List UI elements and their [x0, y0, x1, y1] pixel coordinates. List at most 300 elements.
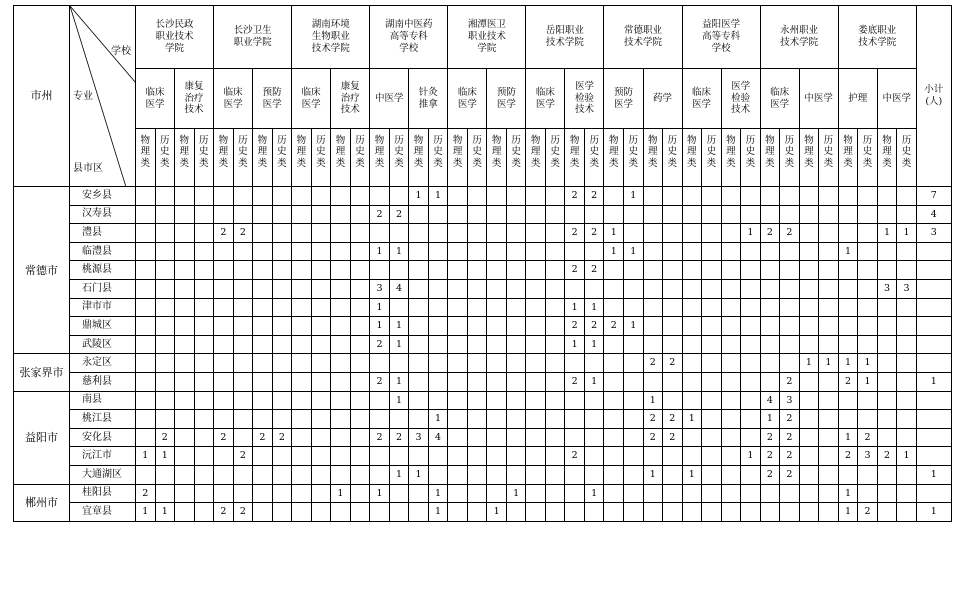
count-cell: [760, 298, 780, 317]
count-cell: [916, 447, 951, 466]
count-cell: [545, 354, 565, 373]
header-text: 药学: [653, 92, 673, 104]
count-cell: [741, 465, 761, 484]
count-cell: [350, 298, 370, 317]
count-cell: [194, 484, 214, 503]
count-cell: [311, 428, 331, 447]
header-text: 史: [316, 146, 326, 158]
count-cell: [721, 261, 741, 280]
count-cell: [487, 354, 507, 373]
count-cell: [272, 187, 292, 206]
count-cell: [643, 242, 663, 261]
count-cell: [253, 279, 273, 298]
count-cell: [643, 484, 663, 503]
county-cell: 武陵区: [70, 335, 136, 354]
major-header: [448, 69, 487, 129]
school-header: [448, 6, 526, 69]
count-cell: [721, 335, 741, 354]
count-cell: [702, 484, 722, 503]
count-cell: [819, 279, 839, 298]
subject-header: [487, 129, 507, 187]
count-cell: [897, 335, 917, 354]
count-cell: [799, 279, 819, 298]
count-cell: [838, 465, 858, 484]
count-cell: [780, 261, 800, 280]
header-text: 推拿: [418, 98, 438, 110]
count-cell: [877, 298, 897, 317]
count-cell: [702, 242, 722, 261]
row-total-cell: 7: [916, 187, 951, 206]
count-cell: [389, 354, 409, 373]
count-cell: [721, 242, 741, 261]
header-text: 类: [452, 157, 463, 169]
count-cell: [604, 187, 624, 206]
count-cell: 1: [838, 428, 858, 447]
count-cell: [526, 484, 546, 503]
count-cell: [428, 205, 448, 224]
count-cell: [877, 372, 897, 391]
header-text: 物: [140, 135, 151, 146]
diag-county-label: 县市区: [73, 163, 103, 174]
count-cell: 2: [760, 465, 780, 484]
header-text: 医学: [574, 80, 594, 92]
count-cell: [350, 317, 370, 336]
table-row: [14, 279, 952, 298]
header-text: 类: [296, 157, 307, 169]
count-cell: [643, 224, 663, 243]
header-row-school: [14, 6, 952, 69]
count-cell: [545, 447, 565, 466]
header-text: 理: [335, 146, 346, 158]
table-row: [14, 410, 952, 429]
count-cell: [760, 187, 780, 206]
count-cell: [545, 391, 565, 410]
count-cell: [155, 410, 175, 429]
count-cell: [545, 261, 565, 280]
count-cell: [448, 279, 468, 298]
count-cell: [916, 279, 951, 298]
count-cell: [448, 484, 468, 503]
count-cell: [175, 465, 195, 484]
header-text: 类: [140, 157, 151, 169]
count-cell: 1: [877, 224, 897, 243]
major-header: [214, 69, 253, 129]
count-cell: [233, 205, 253, 224]
count-cell: [702, 298, 722, 317]
count-cell: [682, 317, 702, 336]
count-cell: [272, 205, 292, 224]
count-cell: [292, 410, 312, 429]
count-cell: 1: [155, 447, 175, 466]
count-cell: [214, 205, 234, 224]
count-cell: [214, 447, 234, 466]
count-cell: [506, 447, 526, 466]
count-cell: 2: [214, 428, 234, 447]
count-cell: 1: [858, 354, 878, 373]
count-cell: [428, 224, 448, 243]
count-cell: 1: [916, 372, 951, 391]
count-cell: [292, 298, 312, 317]
header-text: 历: [784, 135, 795, 146]
count-cell: [448, 261, 468, 280]
subject-header: [584, 129, 604, 187]
count-cell: [858, 187, 878, 206]
count-cell: [721, 410, 741, 429]
count-cell: 2: [760, 447, 780, 466]
count-cell: [214, 242, 234, 261]
count-cell: [799, 242, 819, 261]
subject-header: [214, 129, 234, 187]
count-cell: [136, 224, 156, 243]
count-cell: [819, 335, 839, 354]
header-text: 物: [608, 135, 619, 146]
count-cell: [721, 354, 741, 373]
header-text: 物: [687, 135, 697, 146]
count-cell: [467, 261, 487, 280]
header-text: 湖南环境: [311, 19, 350, 31]
subject-header: [506, 129, 526, 187]
count-cell: [233, 279, 253, 298]
count-cell: [409, 279, 429, 298]
count-cell: [331, 187, 351, 206]
header-text: 医学: [262, 98, 282, 110]
count-cell: [467, 447, 487, 466]
count-cell: [799, 410, 819, 429]
count-cell: [428, 298, 448, 317]
header-text: 类: [569, 157, 580, 169]
count-cell: [331, 224, 351, 243]
count-cell: 2: [233, 447, 253, 466]
header-text: 物: [765, 135, 775, 146]
header-text: 临床: [535, 86, 555, 98]
header-text: 小计: [924, 84, 944, 96]
header-text: 技术学院: [624, 37, 663, 48]
count-cell: [702, 187, 722, 206]
count-cell: [643, 372, 663, 391]
count-cell: [467, 187, 487, 206]
count-cell: [155, 465, 175, 484]
header-text: 类: [687, 157, 697, 169]
count-cell: [233, 372, 253, 391]
count-cell: [214, 372, 234, 391]
county-cell: 桂阳县: [70, 484, 136, 503]
count-cell: [526, 317, 546, 336]
count-cell: [877, 317, 897, 336]
count-cell: [877, 484, 897, 503]
school-header: [760, 6, 838, 69]
count-cell: [487, 187, 507, 206]
count-cell: [467, 335, 487, 354]
count-cell: 2: [370, 372, 390, 391]
count-cell: [623, 391, 643, 410]
count-cell: [311, 354, 331, 373]
count-cell: [487, 484, 507, 503]
count-cell: 2: [663, 428, 683, 447]
count-cell: [663, 242, 683, 261]
count-cell: [877, 428, 897, 447]
subject-header: [292, 129, 312, 187]
count-cell: [389, 187, 409, 206]
count-cell: [838, 205, 858, 224]
count-cell: [741, 242, 761, 261]
count-cell: [799, 372, 819, 391]
count-cell: [467, 428, 487, 447]
count-cell: [487, 279, 507, 298]
header-text: 史: [784, 146, 795, 158]
table-container: [13, 5, 951, 522]
count-cell: [545, 484, 565, 503]
header-text: 史: [433, 146, 443, 158]
count-cell: [506, 298, 526, 317]
count-cell: [682, 298, 702, 317]
count-cell: 2: [155, 428, 175, 447]
count-cell: [663, 224, 683, 243]
count-cell: 4: [389, 279, 409, 298]
count-cell: [214, 187, 234, 206]
count-cell: [741, 354, 761, 373]
header-text: 理: [413, 146, 424, 158]
count-cell: [370, 410, 390, 429]
header-text: 史: [277, 146, 287, 158]
major-header: [643, 69, 682, 129]
count-cell: [916, 335, 951, 354]
count-cell: [331, 298, 351, 317]
subject-header: [858, 129, 878, 187]
count-cell: [643, 205, 663, 224]
count-cell: [897, 391, 917, 410]
count-cell: [311, 503, 331, 522]
header-text: 史: [472, 146, 482, 158]
count-cell: [565, 503, 585, 522]
count-cell: [370, 187, 390, 206]
count-cell: [253, 335, 273, 354]
header-text: 类: [726, 157, 736, 169]
count-cell: 2: [760, 428, 780, 447]
count-cell: [897, 187, 917, 206]
count-cell: [545, 372, 565, 391]
count-cell: [214, 410, 234, 429]
count-cell: [663, 335, 683, 354]
count-cell: [643, 187, 663, 206]
header-text: 康复: [184, 80, 204, 92]
count-cell: [897, 354, 917, 373]
subject-header: [253, 129, 273, 187]
header-row-subject: [14, 129, 952, 187]
header-text: 理: [179, 146, 190, 158]
count-cell: [175, 298, 195, 317]
count-cell: [331, 317, 351, 336]
header-text: 类: [511, 157, 521, 169]
count-cell: [799, 447, 819, 466]
subject-header: [136, 129, 156, 187]
header-text: 理: [452, 146, 463, 158]
count-cell: [819, 205, 839, 224]
header-text: 类: [882, 157, 892, 169]
count-cell: [623, 503, 643, 522]
count-cell: [838, 410, 858, 429]
count-cell: [214, 298, 234, 317]
count-cell: 2: [877, 447, 897, 466]
count-cell: [292, 372, 312, 391]
header-text: 针灸: [418, 86, 438, 98]
count-cell: [526, 391, 546, 410]
count-cell: [409, 335, 429, 354]
header-text: 史: [160, 146, 170, 158]
header-text: 物: [843, 135, 853, 146]
count-cell: 2: [663, 354, 683, 373]
header-text: 岳阳职业: [545, 25, 584, 37]
count-cell: [448, 391, 468, 410]
count-cell: [175, 317, 195, 336]
count-cell: [799, 317, 819, 336]
count-cell: [819, 224, 839, 243]
count-cell: [702, 317, 722, 336]
county-cell: 永定区: [70, 354, 136, 373]
major-header: [526, 69, 565, 129]
count-cell: 2: [780, 372, 800, 391]
count-cell: [311, 224, 331, 243]
subject-header: [682, 129, 702, 187]
count-cell: 1: [623, 317, 643, 336]
count-cell: [175, 279, 195, 298]
count-cell: 2: [604, 317, 624, 336]
count-cell: [741, 261, 761, 280]
count-cell: [409, 410, 429, 429]
count-cell: [526, 224, 546, 243]
count-cell: 1: [897, 447, 917, 466]
major-header: [370, 69, 409, 129]
header-text: 史: [589, 146, 599, 158]
count-cell: [448, 335, 468, 354]
count-cell: [409, 224, 429, 243]
count-cell: [838, 187, 858, 206]
count-cell: [799, 205, 819, 224]
table-row: [14, 428, 952, 447]
count-cell: [780, 187, 800, 206]
count-cell: [604, 484, 624, 503]
count-cell: [292, 279, 312, 298]
table-row: [14, 298, 952, 317]
count-cell: [214, 279, 234, 298]
count-cell: [487, 391, 507, 410]
header-text: 理: [218, 146, 229, 158]
count-cell: [897, 261, 917, 280]
count-cell: [311, 261, 331, 280]
count-cell: [467, 242, 487, 261]
count-cell: [253, 484, 273, 503]
count-cell: [741, 391, 761, 410]
count-cell: [253, 224, 273, 243]
count-cell: 1: [838, 484, 858, 503]
header-text: 类: [238, 157, 248, 169]
count-cell: [272, 372, 292, 391]
count-cell: 2: [214, 224, 234, 243]
count-cell: [409, 503, 429, 522]
count-cell: [702, 224, 722, 243]
count-cell: [663, 503, 683, 522]
count-cell: [760, 354, 780, 373]
count-cell: [643, 279, 663, 298]
header-text: 学院: [165, 42, 185, 54]
count-cell: [702, 205, 722, 224]
count-cell: [428, 354, 448, 373]
count-cell: [428, 317, 448, 336]
table-row: [14, 242, 952, 261]
count-cell: [623, 335, 643, 354]
count-cell: 4: [428, 428, 448, 447]
subject-header: [721, 129, 741, 187]
count-cell: [194, 447, 214, 466]
count-cell: 2: [565, 372, 585, 391]
count-cell: [721, 298, 741, 317]
count-cell: [799, 261, 819, 280]
count-cell: [799, 224, 819, 243]
count-cell: [272, 242, 292, 261]
count-cell: [155, 317, 175, 336]
count-cell: [350, 428, 370, 447]
header-text: 临床: [223, 86, 243, 98]
count-cell: [545, 335, 565, 354]
major-header: [292, 69, 331, 129]
count-cell: [526, 428, 546, 447]
subject-header: [175, 129, 195, 187]
count-cell: [331, 335, 351, 354]
count-cell: 3: [877, 279, 897, 298]
count-cell: [565, 484, 585, 503]
count-cell: [819, 465, 839, 484]
count-cell: 2: [643, 410, 663, 429]
count-cell: 1: [682, 465, 702, 484]
count-cell: [331, 372, 351, 391]
count-cell: 1: [838, 503, 858, 522]
count-cell: 1: [428, 187, 448, 206]
count-cell: [877, 187, 897, 206]
count-cell: [702, 261, 722, 280]
header-text: 历: [550, 135, 560, 146]
header-text: 理: [491, 146, 502, 158]
count-cell: [877, 354, 897, 373]
count-cell: [584, 354, 604, 373]
count-cell: [292, 205, 312, 224]
header-text: 历: [433, 135, 443, 146]
count-cell: [897, 465, 917, 484]
count-cell: [721, 465, 741, 484]
count-cell: [897, 317, 917, 336]
count-cell: [682, 279, 702, 298]
count-cell: [292, 261, 312, 280]
header-text: 历: [823, 135, 834, 146]
header-text: 类: [862, 157, 873, 169]
header-text: 类: [257, 157, 268, 169]
count-cell: 1: [409, 187, 429, 206]
header-text: 预防: [262, 86, 282, 98]
count-cell: 2: [838, 372, 858, 391]
count-cell: [272, 335, 292, 354]
major-header: [721, 69, 760, 129]
count-cell: [897, 298, 917, 317]
header-text: 治疗: [340, 92, 360, 104]
major-header: [409, 69, 448, 129]
count-cell: [565, 242, 585, 261]
count-cell: [819, 261, 839, 280]
count-cell: 1: [682, 410, 702, 429]
count-cell: [623, 224, 643, 243]
major-header: [136, 69, 175, 129]
count-cell: 1: [370, 317, 390, 336]
count-cell: [721, 187, 741, 206]
count-cell: [506, 410, 526, 429]
header-text: 理: [648, 146, 658, 158]
